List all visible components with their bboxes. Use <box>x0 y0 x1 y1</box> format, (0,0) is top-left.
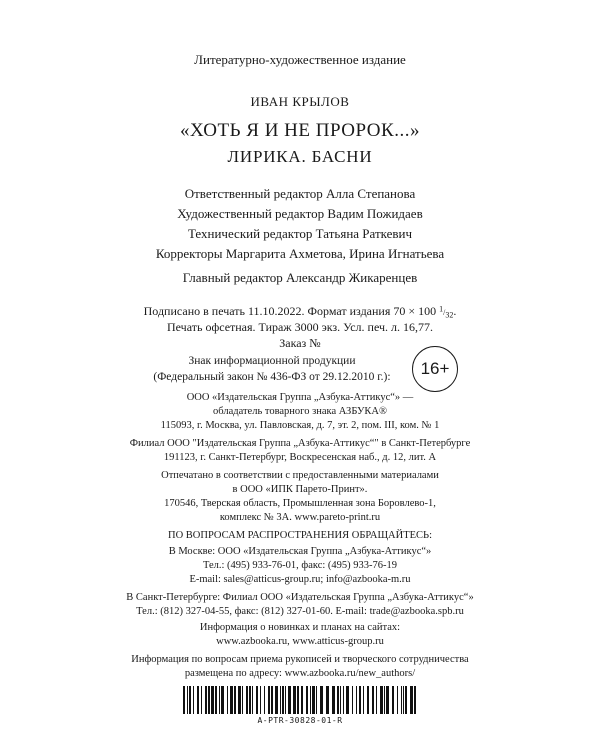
barcode-bar <box>337 686 339 714</box>
barcode-bar <box>205 686 207 714</box>
spb-line: В Санкт-Петербурге: Филиал ООО «Издательская Группа „Азбука-Аттикус“» <box>126 592 474 603</box>
barcode-bar <box>310 686 311 714</box>
author-name: ИВАН КРЫЛОВ <box>250 94 350 109</box>
distribution-heading: ПО ВОПРОСАМ РАСПРОСТРАНЕНИЯ ОБРАЩАЙТЕСЬ: <box>168 530 432 541</box>
barcode-bar <box>356 686 357 714</box>
barcode-bar <box>234 686 236 714</box>
book-title: «ХОТЬ Я И НЕ ПРОРОК...» <box>180 120 420 141</box>
barcode-bar <box>386 686 389 714</box>
printing-line: комплекс № 3А. www.pareto-print.ru <box>219 512 381 523</box>
barcode-number: A-PTR-30828-01-R <box>257 716 343 725</box>
barcode-bar <box>367 686 369 714</box>
printing-line: 170546, Тверская область, Промышленная зона Боровлево-1, <box>164 498 436 509</box>
barcode-image <box>183 686 417 714</box>
barcode-bar <box>249 686 251 714</box>
editor-line: Художественный редактор Вадим Пожидаев <box>177 206 423 221</box>
barcode-bar <box>359 686 361 714</box>
barcode-bar <box>301 686 303 714</box>
barcode-bar <box>280 686 281 714</box>
barcode-bar <box>242 686 243 714</box>
barcode-bar <box>187 686 188 714</box>
barcode-bar <box>271 686 273 714</box>
print-format: Подписано в печать 11.10.2022. Формат издания 70 × 100 <box>143 304 437 318</box>
barcode-bar <box>414 686 416 714</box>
barcode-bar <box>219 686 220 714</box>
barcode-bar <box>264 686 265 714</box>
manuscripts-line: размещена по адресу: www.azbooka.ru/new_authors/ <box>184 668 416 679</box>
moscow-line: В Москве: ООО «Издательская Группа „Азбука-Аттикус“» <box>168 546 432 557</box>
barcode-bar <box>211 686 214 714</box>
moscow-line: E-mail: sales@atticus-group.ru; info@azbooka-m.ru <box>189 574 411 585</box>
barcode-bar <box>297 686 299 714</box>
barcode-bar <box>238 686 241 714</box>
barcode-bar <box>320 686 323 714</box>
barcode-bar <box>260 686 261 714</box>
barcode-bar <box>256 686 258 714</box>
barcode-bar <box>252 686 253 714</box>
branch-line: Филиал ООО "Издательская Группа „Азбука-Аттикус“" в Санкт-Петербурге <box>129 438 471 449</box>
barcode-bar <box>201 686 202 714</box>
barcode-bar <box>193 686 194 714</box>
editor-line: Корректоры Маргарита Ахметова, Ирина Игнатьева <box>155 246 445 261</box>
publisher-line: обладатель товарного знака АЗБУКА® <box>213 406 387 417</box>
print-info-line1: Подписано в печать 11.10.2022. Формат издания 70 × 100 $^1/_{32}$. <box>143 304 457 320</box>
age-rating-badge: 16+ <box>412 346 458 392</box>
moscow-line: Тел.: (495) 933-76-01, факс: (495) 933-76-19 <box>202 560 398 571</box>
barcode-bar <box>405 686 407 714</box>
spb-line: Тел.: (812) 327-04-55, факс: (812) 327-01-60. E-mail: trade@azbooka.spb.ru <box>136 606 464 617</box>
barcode-bar <box>208 686 210 714</box>
barcode-bar <box>275 686 278 714</box>
barcode-bar <box>372 686 374 714</box>
barcode-bar <box>403 686 404 714</box>
barcode-bar <box>326 686 329 714</box>
format-fraction: $^1/_{32}$ <box>439 304 454 320</box>
barcode-bar <box>410 686 413 714</box>
order-number: Заказ № <box>279 336 321 350</box>
printing-line: Отпечатано в соответствии с предоставленными материалами <box>161 470 439 481</box>
barcode-bar <box>285 686 286 714</box>
barcode-bar <box>227 686 228 714</box>
editor-line: Ответственный редактор Алла Степанова <box>184 186 416 201</box>
barcode-bar <box>340 686 341 714</box>
barcode-bar <box>346 686 349 714</box>
news-line: www.azbooka.ru, www.atticus-group.ru <box>216 636 384 647</box>
barcode-bar <box>343 686 344 714</box>
chief-editor: Главный редактор Александр Жикаренцев <box>182 270 418 285</box>
book-subtitle: ЛИРИКА. БАСНИ <box>227 147 373 166</box>
printing-line: в ООО «ИПК Парето-Принт». <box>232 484 368 495</box>
barcode-bar <box>397 686 398 714</box>
barcode-bar <box>293 686 296 714</box>
barcode-bar <box>215 686 217 714</box>
publisher-line: 115093, г. Москва, ул. Павловская, д. 7, эт. 2, пом. III, ком. № 1 <box>160 420 440 431</box>
barcode-bar <box>392 686 394 714</box>
manuscripts-line: Информация по вопросам приема рукописей и творческого сотрудничества <box>131 654 469 665</box>
news-line: Информация о новинках и планах на сайтах: <box>199 622 401 633</box>
barcode-bar <box>380 686 383 714</box>
barcode-bar <box>312 686 315 714</box>
barcode-bar <box>230 686 233 714</box>
barcode-bar <box>189 686 191 714</box>
barcode-bar <box>268 686 270 714</box>
barcode-bar <box>401 686 402 714</box>
barcode-bar <box>246 686 248 714</box>
barcode-bar <box>306 686 308 714</box>
barcode-bar <box>221 686 224 714</box>
branch-line: 191123, г. Санкт-Петербург, Воскресенская наб., д. 12, лит. А <box>163 452 437 463</box>
barcode-bar <box>332 686 335 714</box>
barcode-bar <box>352 686 353 714</box>
barcode-bar <box>376 686 377 714</box>
editor-line: Технический редактор Татьяна Раткевич <box>187 226 413 241</box>
print-info-line2: Печать офсетная. Тираж 3000 экз. Усл. печ. л. 16,77. <box>166 320 434 334</box>
barcode-bar <box>183 686 185 714</box>
barcode-bar <box>363 686 364 714</box>
publisher-line: ООО «Издательская Группа „Азбука-Аттикус“» — <box>186 392 414 403</box>
edition-type: Литературно-художественное издание <box>194 52 406 67</box>
info-sign-text: Знак информационной продукции (Федеральный закон № 436-ФЗ от 29.12.2010 г.): <box>153 355 391 383</box>
barcode-bar <box>197 686 199 714</box>
barcode-bar <box>316 686 317 714</box>
barcode-bar <box>384 686 385 714</box>
barcode-bar <box>282 686 284 714</box>
barcode-bar <box>288 686 291 714</box>
